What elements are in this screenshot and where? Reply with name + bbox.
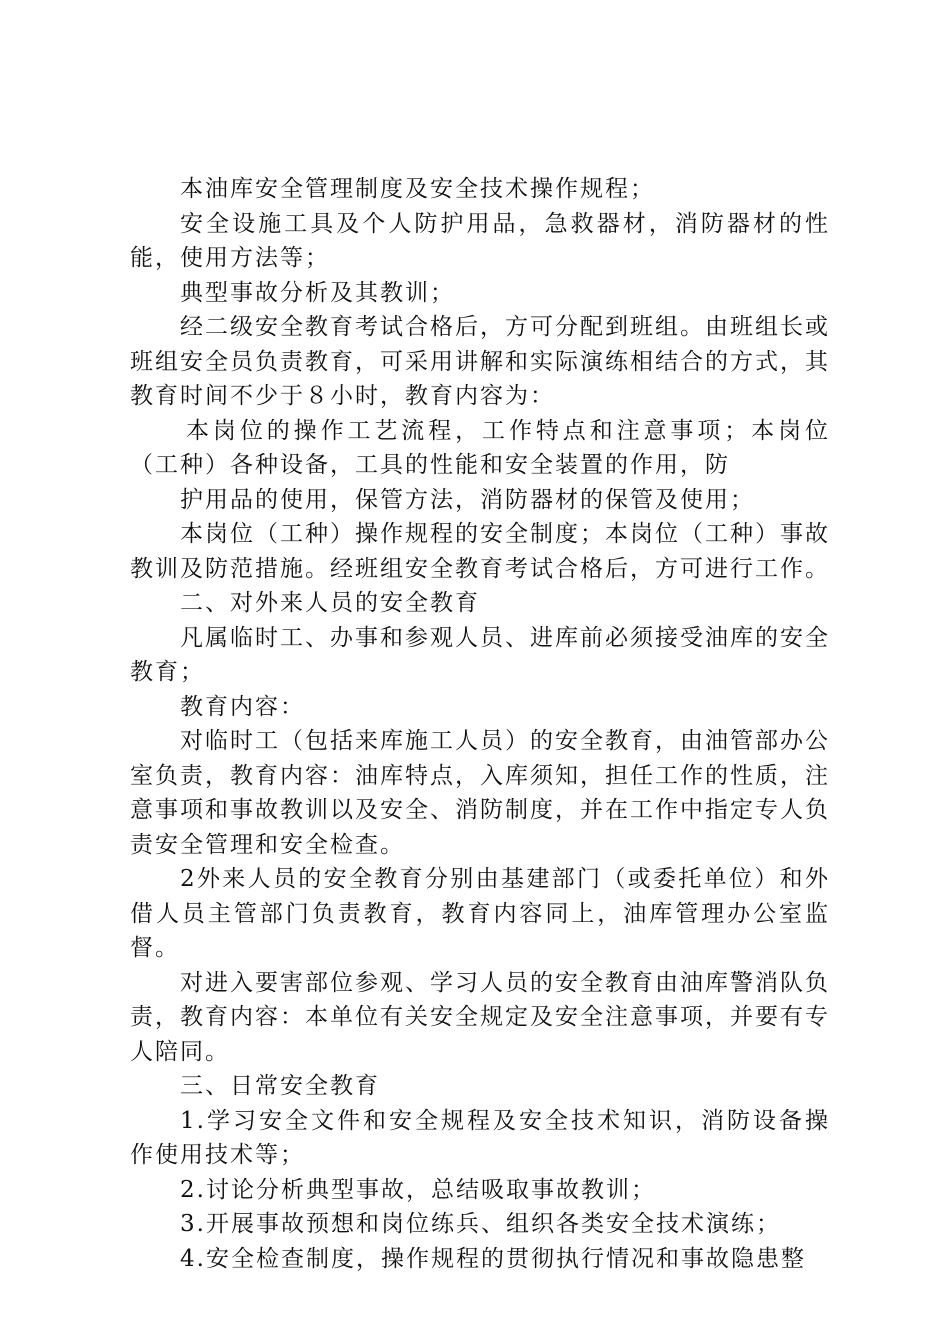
paragraph: 护用品的使用，保管方法，消防器材的保管及使用； bbox=[180, 486, 755, 513]
section-heading: 二、对外来人员的安全教育 bbox=[180, 590, 480, 616]
document-body bbox=[130, 172, 830, 1276]
paragraph: 对进入要害部位参观、学习人员的安全教育由油库警消队负责，教育内容：本单位有关安全规定及安全注意事项，并要有专人陪同。 bbox=[130, 969, 830, 1065]
section-heading: 三、日常安全教育 bbox=[180, 1073, 380, 1099]
paragraph: 本岗位的操作工艺流程，工作特点和注意事项；本岗位（工种）各种设备，工具的性能和安全装置的作用，防 bbox=[130, 417, 830, 478]
list-item: 2.讨论分析典型事故，总结吸取事故教训； bbox=[180, 1176, 656, 1203]
list-item: 1.学习安全文件和安全规程及安全技术知识，消防设备操作使用技术等； bbox=[130, 1107, 830, 1168]
paragraph: 经二级安全教育考试合格后，方可分配到班组。由班组长或班组安全员负责教育，可采用讲解和实际演练相结合的方式，其教育时间不少于８小时，教育内容为： bbox=[130, 314, 830, 409]
paragraph: 2外来人员的安全教育分别由基建部门（或委托单位）和外借人员主管部门负责教育，教育内容同上，油库管理办公室监督。 bbox=[130, 866, 830, 961]
paragraph: 典型事故分析及其教训； bbox=[180, 279, 455, 306]
paragraph: 凡属临时工、办事和参观人员、进库前必须接受油库的安全教育； bbox=[130, 624, 830, 685]
list-item: 3.开展事故预想和岗位练兵、组织各类安全技术演练； bbox=[180, 1211, 781, 1237]
list-item: 4.安全检查制度，操作规程的贯彻执行情况和事故隐患整 bbox=[180, 1245, 806, 1272]
paragraph: 安全设施工具及个人防护用品，急救器材，消防器材的性能，使用方法等； bbox=[130, 210, 830, 271]
paragraph: 本油库安全管理制度及安全技术操作规程； bbox=[180, 176, 655, 202]
paragraph: 本岗位（工种）操作规程的安全制度；本岗位（工种）事故教训及防范措施。经班组安全教育考试合格后，方可进行工作。 bbox=[130, 521, 830, 582]
paragraph: 教育内容： bbox=[180, 693, 305, 720]
paragraph: 对临时工（包括来库施工人员）的安全教育，由油管部办公室负责，教育内容：油库特点，入库须知，担任工作的性质，注意事项和事故教训以及安全、消防制度，并在工作中指定专人负责安全管理和安全检查。 bbox=[130, 728, 830, 858]
